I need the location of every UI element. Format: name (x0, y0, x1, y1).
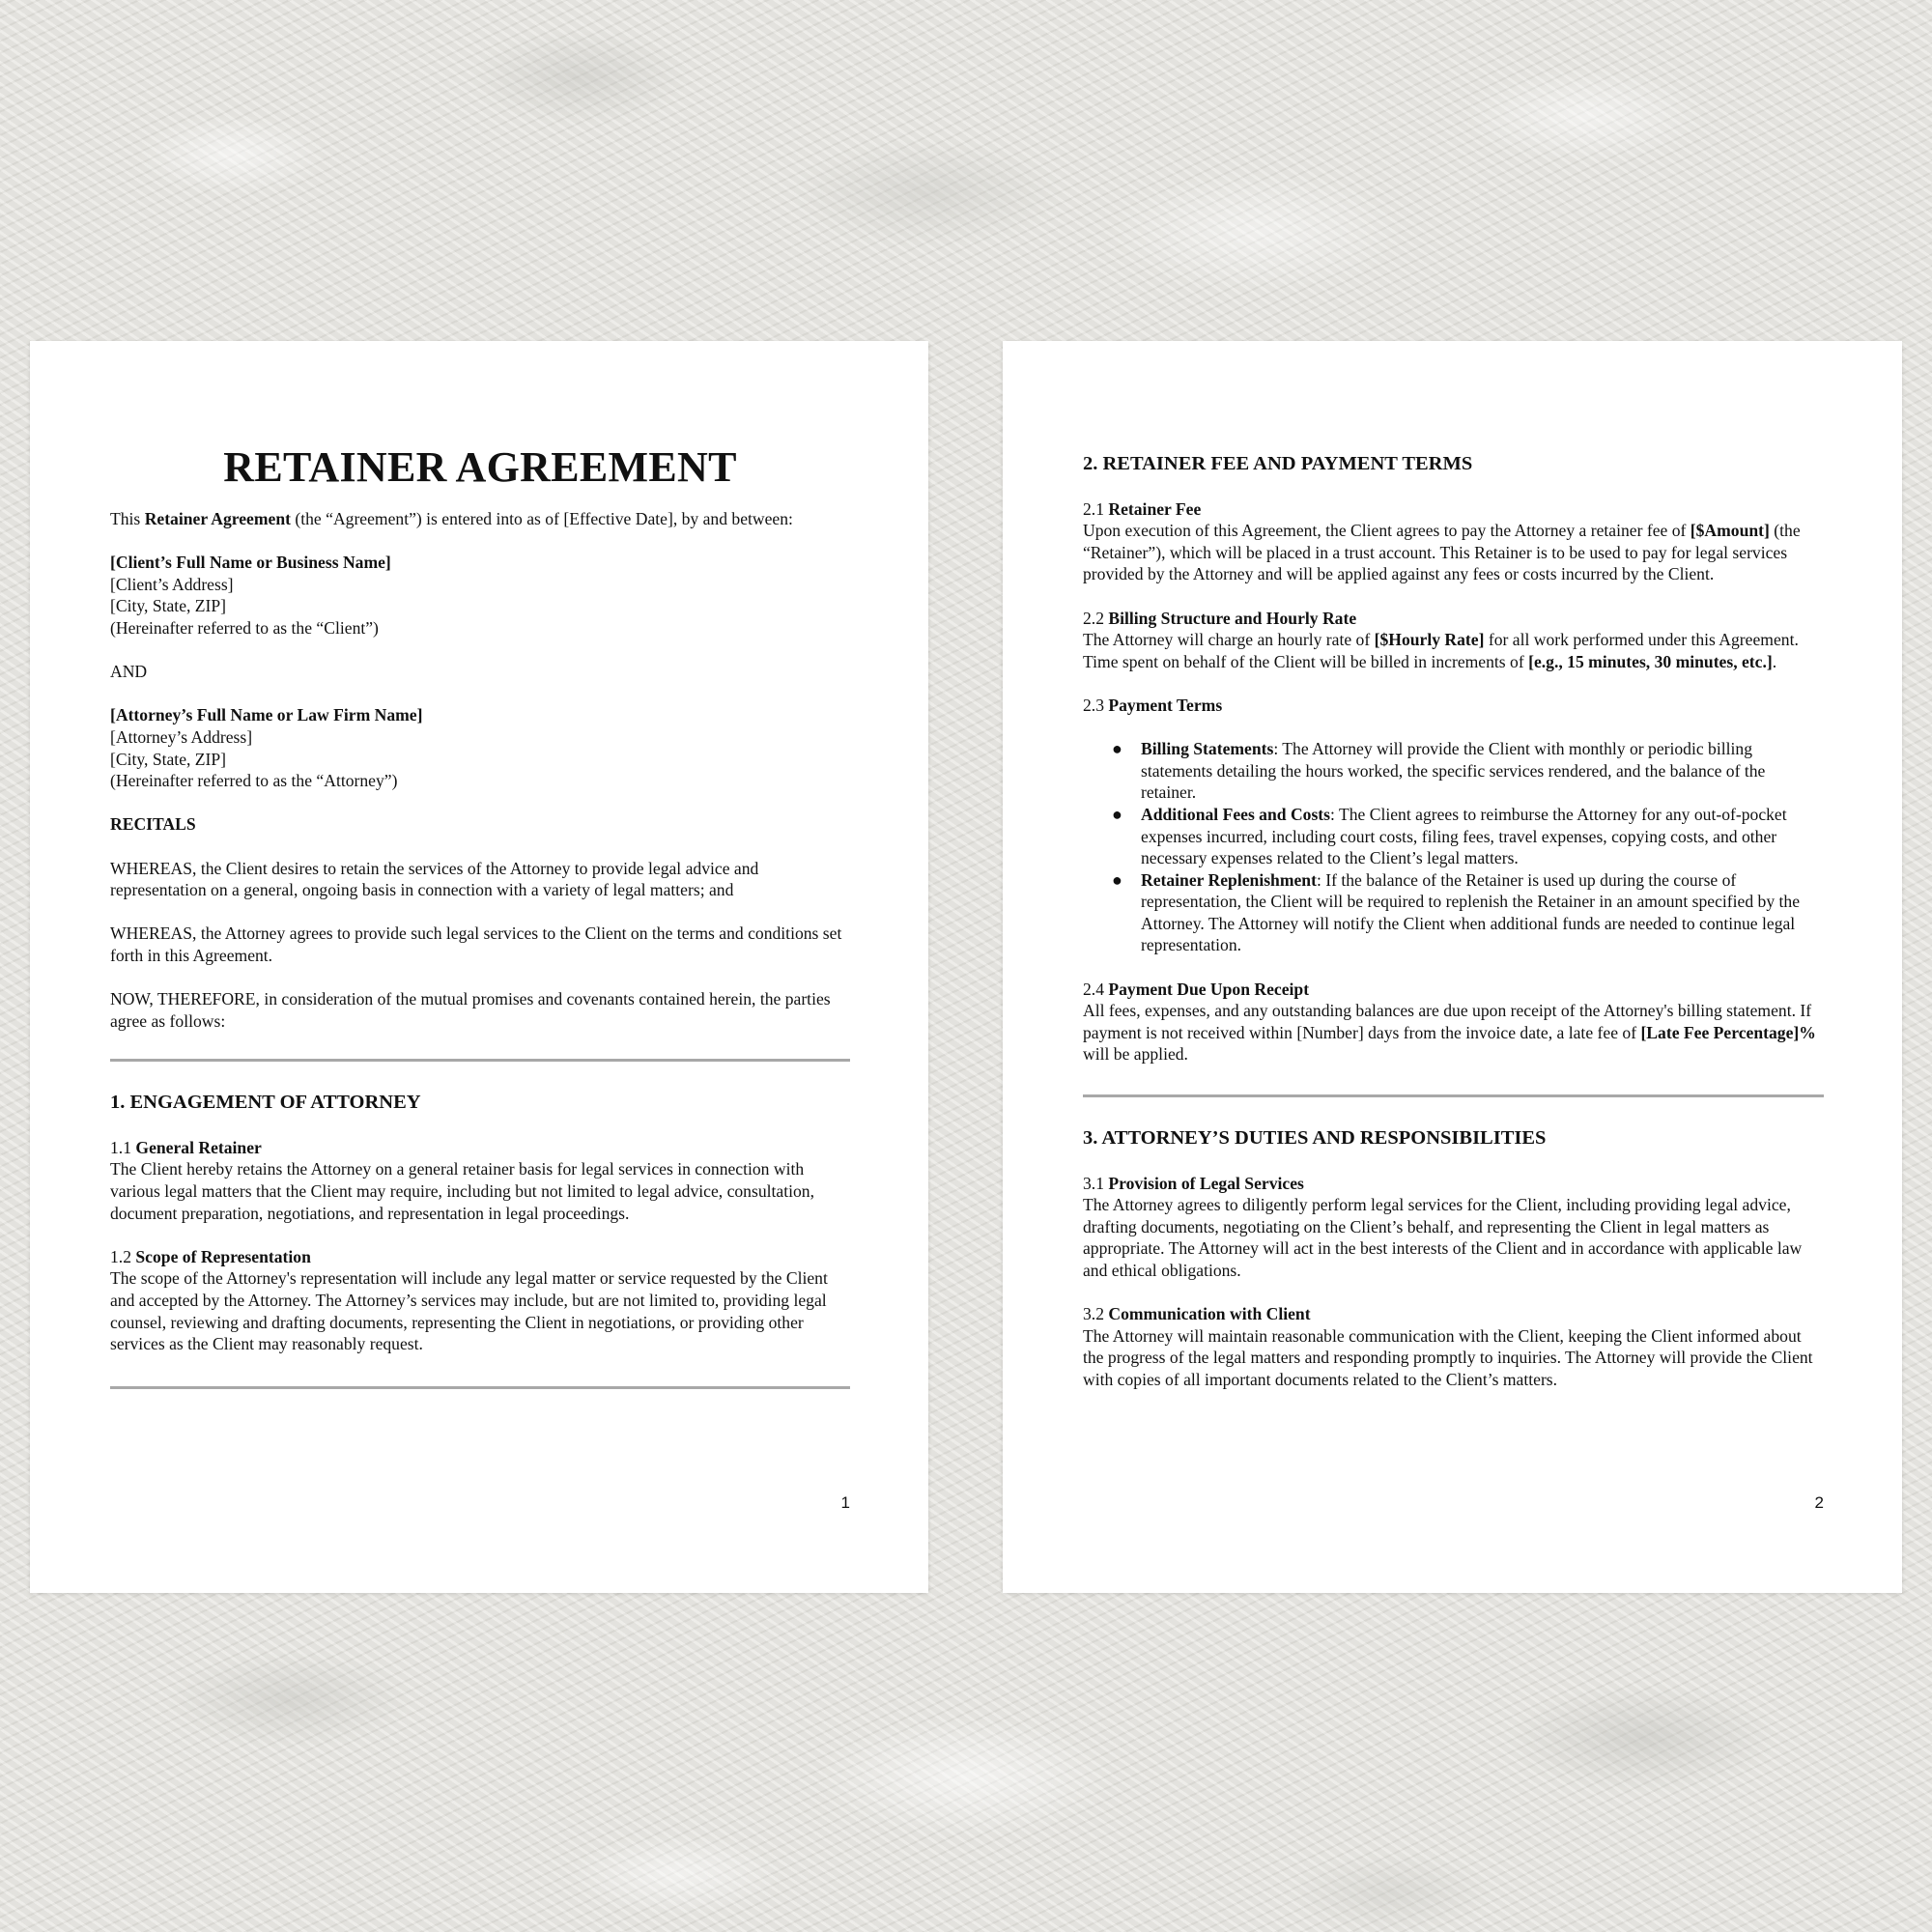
document-title: RETAINER AGREEMENT (223, 443, 737, 491)
clause-2-3-title (1083, 695, 1824, 717)
now-therefore-paragraph: NOW, THEREFORE, in consideration of the mutual promises and covenants contained herein, the parties agree as follows: (110, 989, 831, 1031)
page-number: 2 (1814, 1493, 1824, 1512)
page-2-content (1083, 452, 1824, 1391)
bullet-text: : The Attorney will provide the Client with monthly or periodic billing statements detailing the hours worked, the specific services rendered, and the balance of the retainer. (1141, 739, 1766, 803)
section-divider (110, 1386, 850, 1389)
clause-3-1-title (1083, 1173, 1824, 1195)
clause-3-1-body: The Attorney agrees to diligently perform legal services for the Client, including providing legal advice, drafting documents, negotiating on the Client’s behalf, and representing the Client in legal matters as appropriate. The Attorney will act in the best interests of the Client and in accordance with applicable law and ethical obligations. (1083, 1195, 1803, 1280)
payment-terms-list (1083, 738, 1824, 956)
clause-2-2-text-b: for all work performed under this Agreement. Time spent on behalf of the Client will be billed in increments of (1083, 630, 1799, 671)
client-block (110, 552, 850, 639)
clause-2-4-number: 2.4 (1083, 979, 1109, 999)
increment-placeholder: [e.g., 15 minutes, 30 minutes, etc.] (1528, 651, 1773, 671)
bullet-icon: ● (1112, 869, 1122, 890)
clause-1-1-number: 1.1 (110, 1137, 136, 1157)
clause-2-2-title (1083, 608, 1824, 630)
clause-2-3-number: 2.3 (1083, 695, 1109, 715)
clause-1-2-title (110, 1246, 850, 1268)
intro-bold: Retainer Agreement (144, 509, 291, 528)
whereas-paragraph-1: WHEREAS, the Client desires to retain the services of the Attorney to provide legal advice and representation on a general, ongoing basis in connection with a variety of legal matters; and (110, 858, 759, 900)
late-fee-placeholder: [Late Fee Percentage]% (1640, 1022, 1816, 1042)
attorney-referred: (Hereinafter referred to as the “Attorney”) (110, 771, 398, 791)
clause-2-4-text-a: All fees, expenses, and any outstanding balances are due upon receipt of the Attorney's billing statement. If payment is not received within [Number] days from the invoice date, a late fee of (1083, 1001, 1812, 1042)
list-item (1112, 738, 1824, 804)
section-3-heading: 3. ATTORNEY’S DUTIES AND RESPONSIBILITIES (1083, 1127, 1547, 1150)
clause-3-2-name: Communication with Client (1108, 1304, 1311, 1324)
bullet-icon: ● (1112, 804, 1122, 824)
clause-1-1-title (110, 1137, 850, 1159)
clause-1-2-body: The scope of the Attorney's representation will include any legal matter or service requested by the Client and accepted by the Attorney. The Attorney’s services may include, but are not limited to, providing legal counsel, reviewing and drafting documents, representing the Client in negotiations, or providing other services as the Client may reasonably request. (110, 1268, 828, 1354)
clause-3-2-title (1083, 1303, 1824, 1325)
document-page-2 (1003, 341, 1902, 1593)
client-referred: (Hereinafter referred to as the “Client”) (110, 617, 379, 638)
page-number: 1 (840, 1493, 850, 1512)
attorney-address: [Attorney’s Address] (110, 726, 253, 747)
attorney-city: [City, State, ZIP] (110, 749, 227, 769)
clause-2-1-text-b: (the “Retainer”), which will be placed in a trust account. This Retainer is to be used to pay for legal services provided by the Attorney and will be applied against any fees or costs incurred by the Client. (1083, 521, 1801, 584)
hourly-rate-placeholder: [$Hourly Rate] (1374, 630, 1485, 650)
clause-3-1-name: Provision of Legal Services (1108, 1173, 1304, 1193)
bullet-text: : The Client agrees to reimburse the Attorney for any out-of-pocket expenses incurred, including court costs, filing fees, travel expenses, copying costs, and other necessary expenses related to the Client’s legal matters. (1141, 804, 1787, 868)
clause-2-4-name: Payment Due Upon Receipt (1108, 979, 1310, 999)
list-item (1112, 869, 1824, 956)
client-name: [Client’s Full Name or Business Name] (110, 553, 391, 573)
clause-2-2-text-c: . (1772, 651, 1777, 671)
clause-2-1-name: Retainer Fee (1108, 498, 1202, 519)
amount-placeholder: [$Amount] (1690, 521, 1770, 541)
clause-2-4-text-b: will be applied. (1083, 1044, 1188, 1065)
attorney-name: [Attorney’s Full Name or Law Firm Name] (110, 705, 423, 725)
clause-2-1-number: 2.1 (1083, 498, 1109, 519)
clause-2-2-number: 2.2 (1083, 608, 1109, 628)
client-address: [Client’s Address] (110, 574, 234, 594)
bullet-title: Retainer Replenishment (1141, 869, 1317, 890)
clause-2-2-name: Billing Structure and Hourly Rate (1108, 608, 1357, 628)
bullet-title: Billing Statements (1141, 739, 1274, 759)
intro-paragraph (110, 508, 850, 530)
clause-1-1-body: The Client hereby retains the Attorney on a general retainer basis for legal services in connection with various legal matters that the Client may require, including but not limited to legal advice, consultation, document preparation, negotiations, and representation in legal proceedings. (110, 1159, 814, 1223)
intro-pre: This (110, 509, 145, 528)
bullet-text: : If the balance of the Retainer is used up during the course of representation, the Client will be required to replenish the Retainer in an amount specified by the Attorney. The Attorney will notify the Client when additional funds are needed to continue legal representation. (1141, 869, 1801, 955)
page-1-content (110, 442, 850, 1389)
clause-2-2-body (1083, 629, 1824, 672)
recitals-heading: RECITALS (110, 814, 196, 835)
clause-2-1-title (1083, 498, 1824, 521)
clause-2-1-text-a: Upon execution of this Agreement, the Client agrees to pay the Attorney a retainer fee of (1083, 521, 1690, 541)
clause-3-2-body: The Attorney will maintain reasonable communication with the Client, keeping the Client informed about the progress of the legal matters and responding promptly to inquiries. The Attorney will provide the Client with copies of all important documents related to the Client’s matters. (1083, 1325, 1813, 1389)
clause-1-1-name: General Retainer (135, 1137, 262, 1157)
clause-3-2-number: 3.2 (1083, 1304, 1109, 1324)
and-text: AND (110, 662, 148, 682)
bullet-icon: ● (1112, 739, 1122, 759)
bullet-title: Additional Fees and Costs (1141, 804, 1331, 824)
clause-2-2-text-a: The Attorney will charge an hourly rate of (1083, 630, 1375, 650)
clause-3-1-number: 3.1 (1083, 1173, 1109, 1193)
intro-post: (the “Agreement”) is entered into as of [Effective Date], by and between: (290, 509, 793, 528)
clause-2-4-body (1083, 1000, 1824, 1065)
document-page-1 (30, 341, 928, 1593)
clause-2-1-body (1083, 520, 1824, 585)
section-1-heading: 1. ENGAGEMENT OF ATTORNEY (110, 1092, 421, 1114)
attorney-block (110, 704, 850, 791)
clause-1-2-number: 1.2 (110, 1246, 136, 1266)
clause-2-4-title (1083, 979, 1824, 1001)
list-item (1112, 804, 1824, 869)
client-city: [City, State, ZIP] (110, 596, 227, 616)
section-2-heading: 2. RETAINER FEE AND PAYMENT TERMS (1083, 453, 1473, 474)
whereas-paragraph-2: WHEREAS, the Attorney agrees to provide such legal services to the Client on the terms and conditions set forth in this Agreement. (110, 923, 842, 965)
clause-1-2-name: Scope of Representation (135, 1246, 311, 1266)
clause-2-3-name: Payment Terms (1108, 695, 1223, 715)
